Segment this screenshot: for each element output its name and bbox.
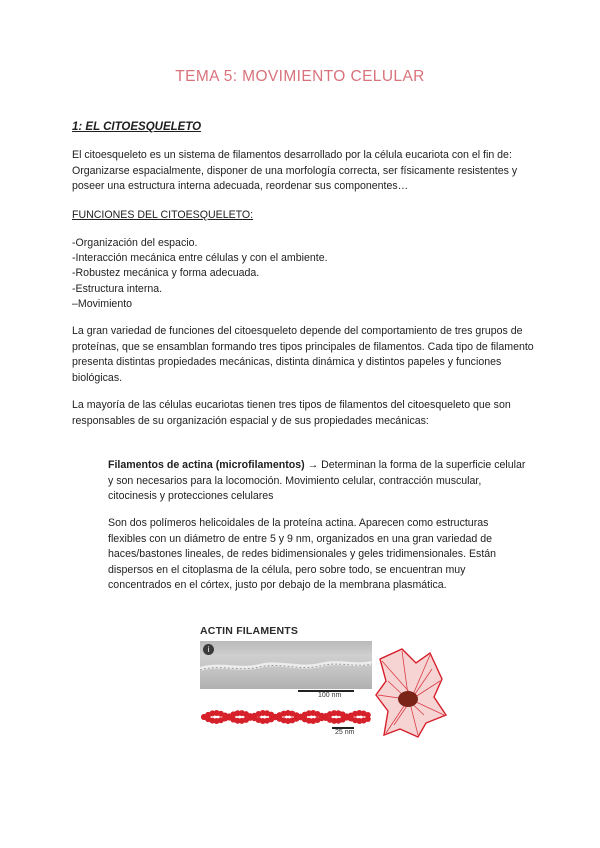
- actin-definition-text: → Determinan la forma de la superficie celular y son necesarios para la locomoción. Movimiento celular, contracción muscular, citocinesis y protecciones celulares: [108, 459, 526, 503]
- actin-figure: [200, 623, 450, 743]
- actin-definition: [108, 458, 528, 505]
- types-paragraph: La mayoría de las células eucariotas tienen tres tipos de filamentos del citoesqueleto que son responsables de su organización espacial y de sus propiedades mecánicas:: [72, 399, 511, 427]
- cell-nucleus: [398, 691, 418, 707]
- functions-list: [72, 236, 328, 312]
- actin-cell-illustration: [372, 645, 450, 741]
- actin-monomer: [365, 712, 371, 718]
- scale-label-25nm: 25 nm: [335, 729, 355, 736]
- micrograph-filament: [200, 641, 372, 689]
- actin-description: Son dos polímeros helicoidales de la proteína actina. Aparecen como estructuras flexibles con un diámetro de entre 5 y 9 nm, organizados en una gran variedad de haces/bastones lineales, de redes bidimensionales y geles tridimensionales. Están dispersos en el citoplasma de la célula, pero sobre todo, se encuentran muy concentrados en el córtex, justo por debajo de la membrana plasmática.: [108, 517, 497, 592]
- function-item: -Interacción mecánica entre células y con el ambiente.: [72, 252, 328, 265]
- panel-label: i: [203, 644, 214, 655]
- functions-heading: FUNCIONES DEL CITOESQUELETO:: [72, 209, 254, 221]
- function-item: -Robustez mecánica y forma adecuada.: [72, 267, 260, 280]
- page-title: TEMA 5: MOVIMIENTO CELULAR: [175, 68, 425, 85]
- variety-paragraph: La gran variedad de funciones del citoesqueleto depende del comportamiento de tres grupos de proteínas, que se ensamblan formando tres tipos principales de filamentos. Cada tipo de filamento presenta distintas propiedades mecánicas, distinta dinámica y distintos papeles y funciones biológicas.: [72, 325, 534, 384]
- figure-title: ACTIN FILAMENTS: [200, 625, 299, 637]
- intro-paragraph: El citoesqueleto es un sistema de filamentos desarrollado por la célula eucariota con el fin de: Organizarse espacialmente, disponer de una morfología correcta, ser físicamente resistentes y poseer una estructura interna adecuada, reordenar sus componentes…: [72, 149, 518, 193]
- actin-micrograph: [200, 641, 372, 689]
- actin-term: Filamentos de actina (microfilamentos): [108, 459, 305, 471]
- section-heading: 1: EL CITOESQUELETO: [72, 121, 202, 133]
- function-item: –Movimiento: [72, 297, 133, 310]
- scale-label-100nm: 100 nm: [318, 692, 342, 699]
- function-item: -Organización del espacio.: [72, 237, 198, 249]
- function-item: -Estructura interna.: [72, 282, 163, 295]
